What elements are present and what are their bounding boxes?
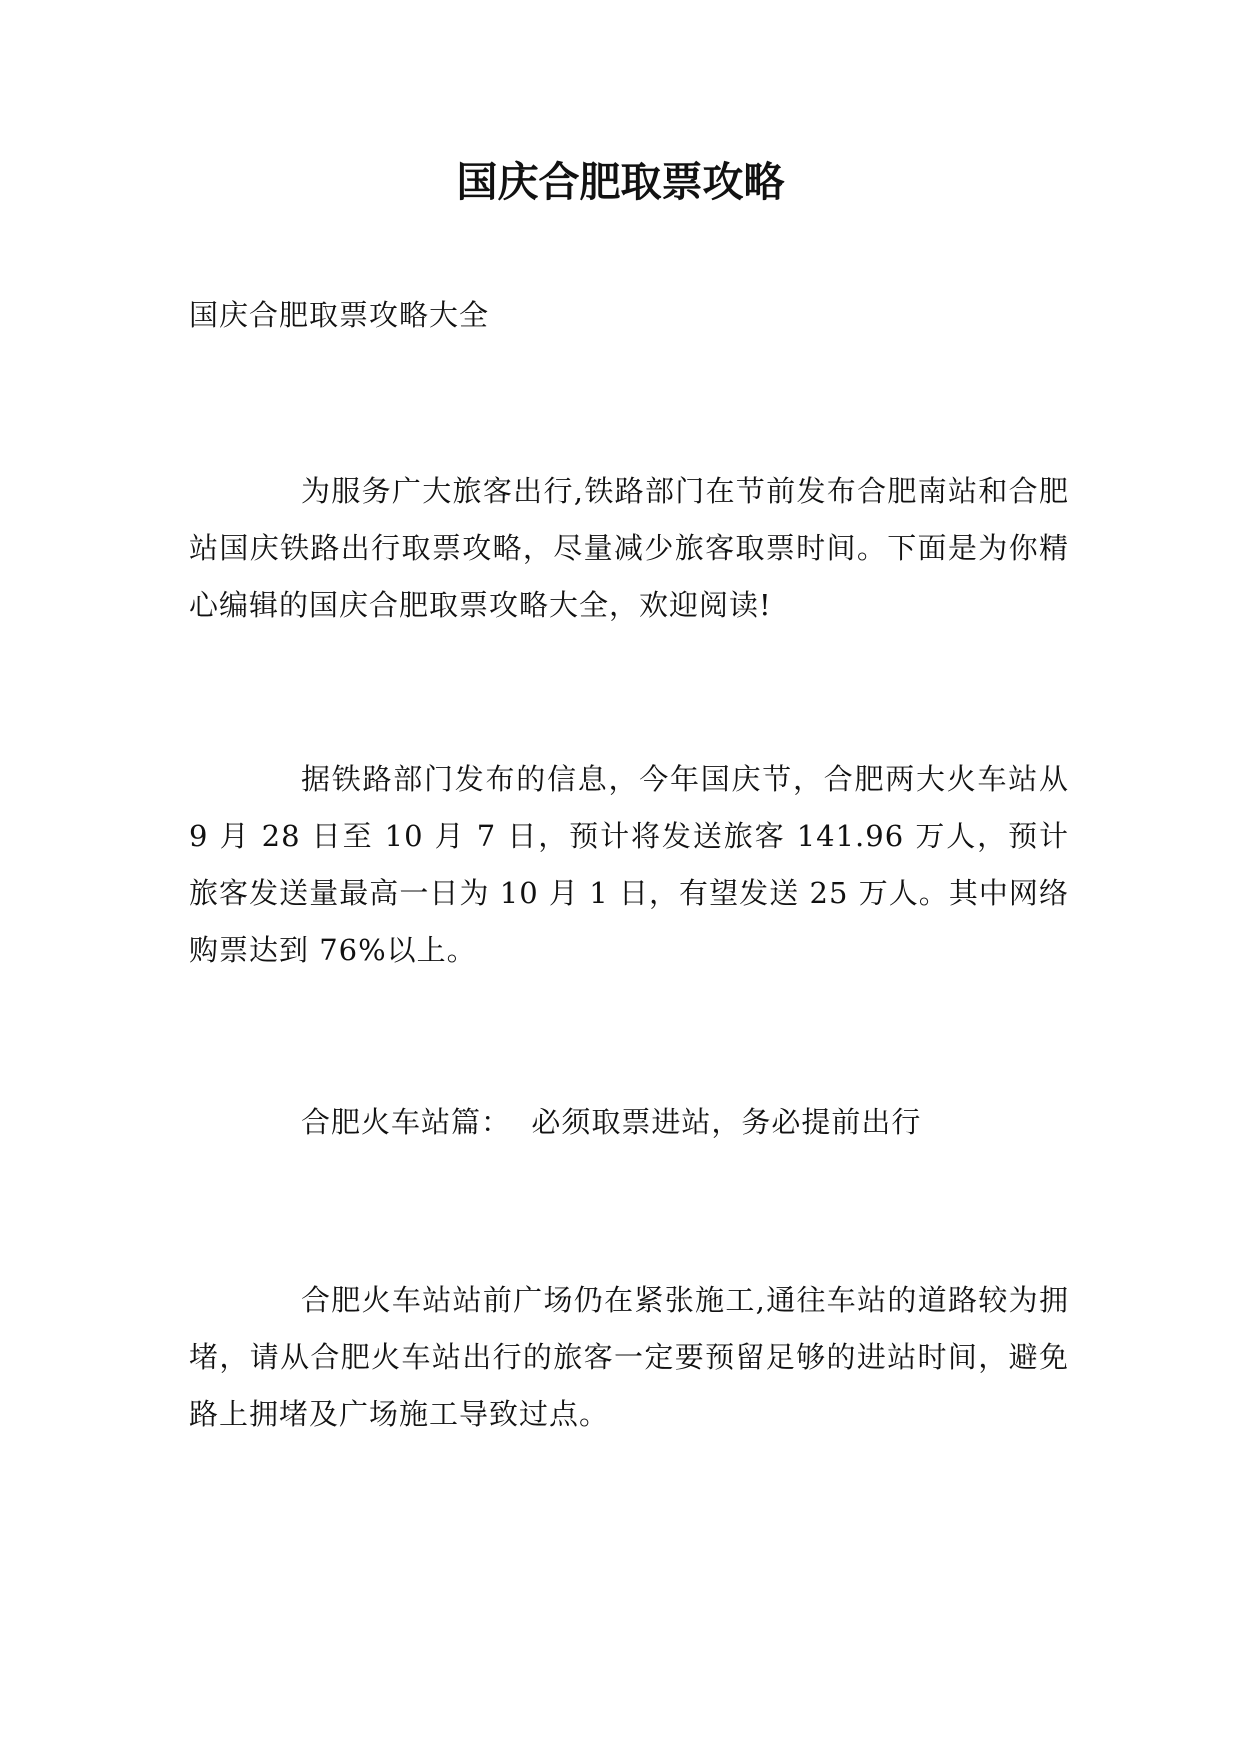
intro-paragraph: 为服务广大旅客出行,铁路部门在节前发布合肥南站和合肥站国庆铁路出行取票攻略，尽量减少旅客取票时间。下面是为你精心编辑的国庆合肥取票攻略大全，欢迎阅读! bbox=[189, 474, 1069, 622]
statistics-paragraph: 据铁路部门发布的信息，今年国庆节，合肥两大火车站从 9 月 28 日至 10 月 7 日，预计将发送旅客 141.96 万人，预计旅客发送量最高一日为 10 月 1 日，有望发送 25 万人。其中网络购票达到 76%以上。 bbox=[189, 762, 1069, 967]
document-subtitle: 国庆合肥取票攻略大全 bbox=[189, 298, 490, 332]
section-paragraph: 合肥火车站站前广场仍在紧张施工,通往车站的道路较为拥堵，请从合肥火车站出行的旅客一定要预留足够的进站时间，避免路上拥堵及广场施工导致过点。 bbox=[189, 1283, 1069, 1431]
section-heading: 合肥火车站篇： 必须取票进站，务必提前出行 bbox=[301, 1105, 922, 1139]
document-title: 国庆合肥取票攻略 bbox=[456, 158, 785, 206]
